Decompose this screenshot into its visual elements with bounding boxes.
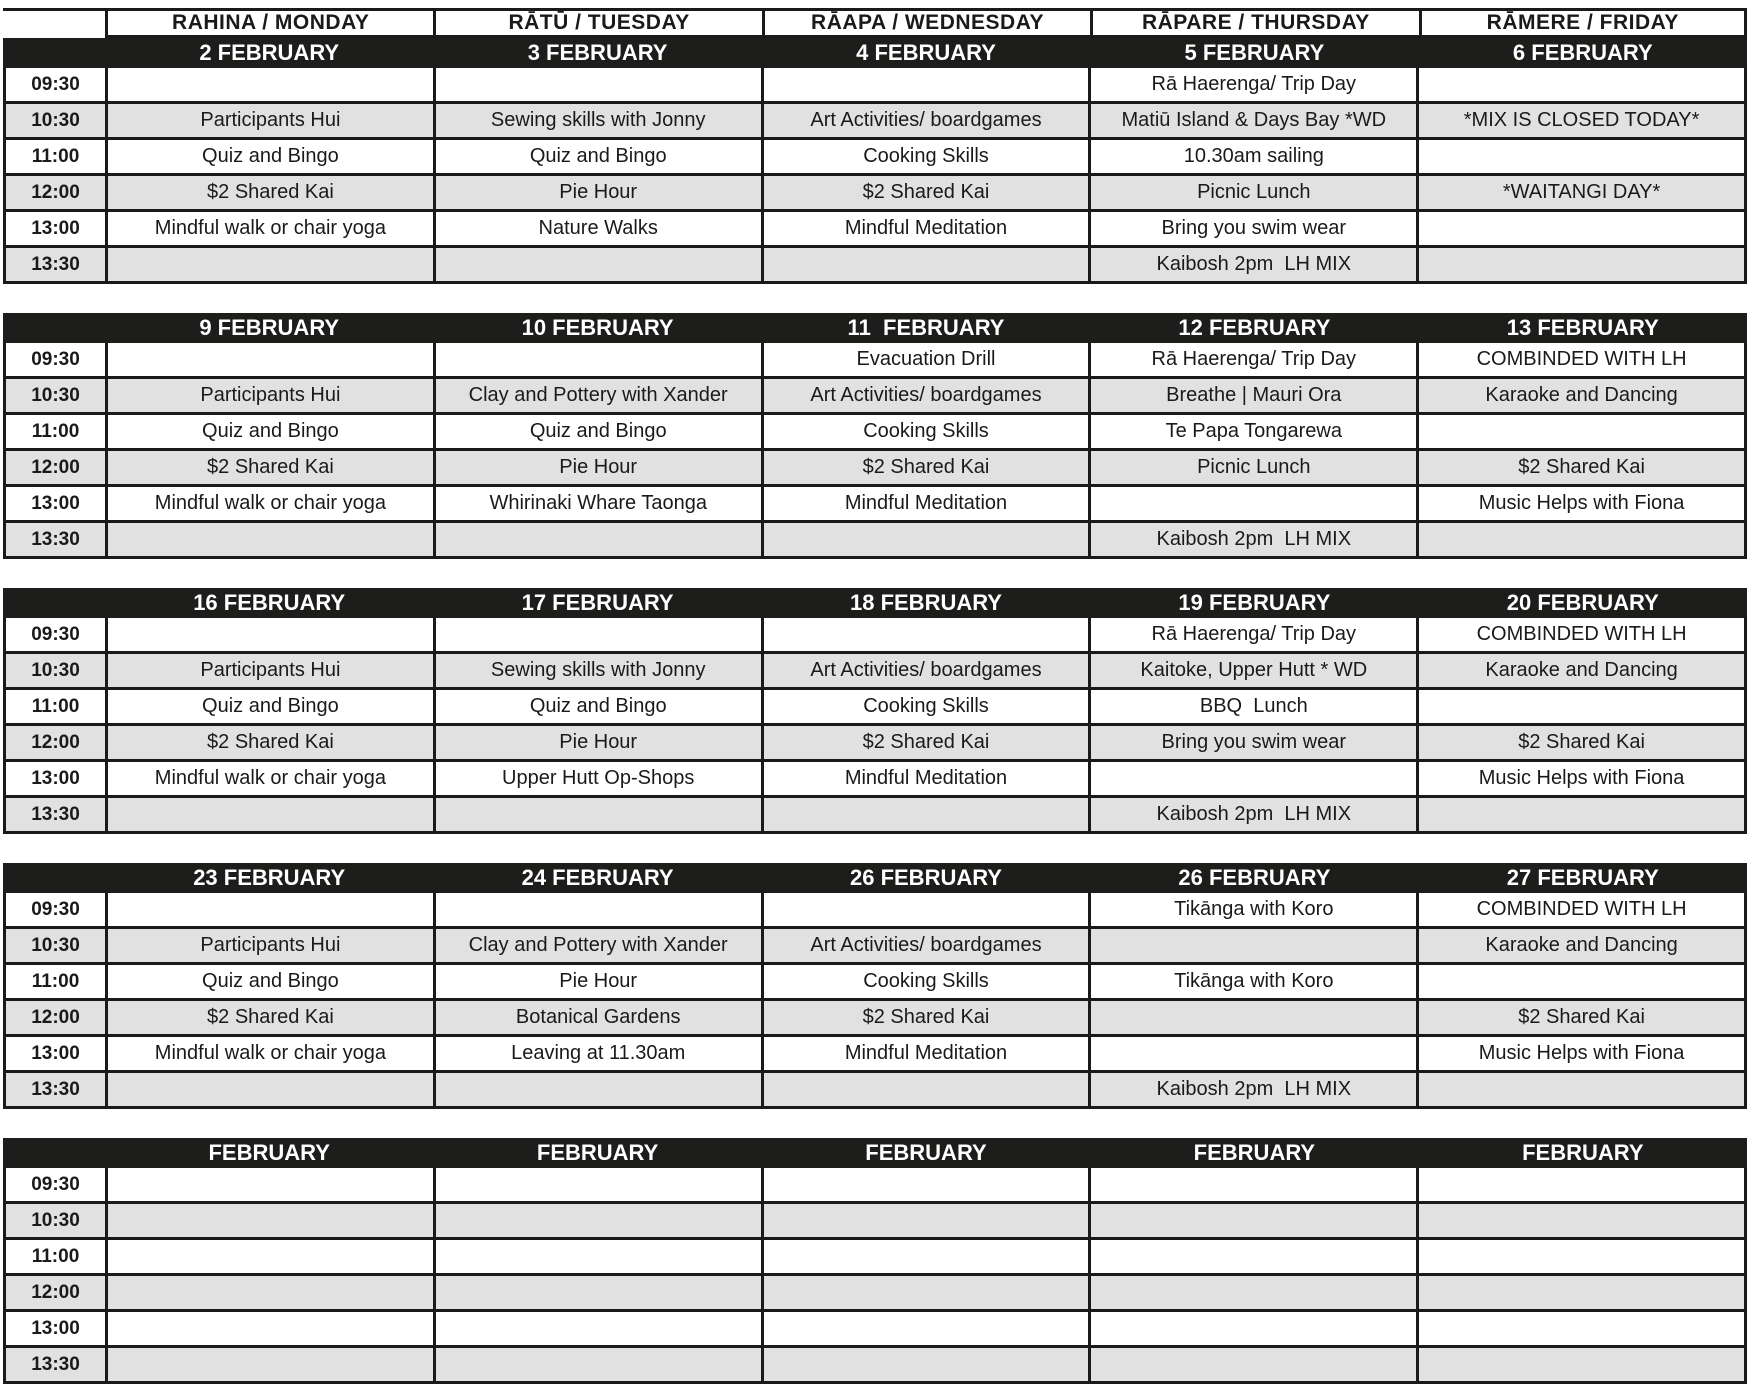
day-header-friday: RĀMERE / FRIDAY bbox=[1419, 8, 1747, 38]
activity-cell-friday bbox=[1419, 248, 1747, 281]
date-cell-wednesday: 11 FEBRUARY bbox=[847, 315, 1005, 340]
activity-cell-monday bbox=[108, 893, 436, 926]
time-row bbox=[3, 618, 1747, 654]
date-cell-thursday: 5 FEBRUARY bbox=[1184, 40, 1325, 65]
activity-cell-tuesday: Pie Hour bbox=[436, 451, 764, 484]
activity-cell-thursday: Tikānga with Koro bbox=[1091, 965, 1419, 998]
date-cell-wednesday: 4 FEBRUARY bbox=[856, 40, 996, 65]
activity-cell-monday bbox=[108, 343, 436, 376]
time-label: 09:30 bbox=[6, 618, 108, 651]
date-cell-tuesday: 10 FEBRUARY bbox=[521, 315, 674, 340]
time-row bbox=[3, 248, 1747, 284]
date-band-row bbox=[3, 1138, 1747, 1168]
time-row bbox=[3, 1240, 1747, 1276]
activity-cell-wednesday: $2 Shared Kai bbox=[764, 176, 1092, 209]
activity-cell-thursday: Kaibosh 2pm LH MIX bbox=[1091, 523, 1419, 556]
activity-cell-tuesday: Whirinaki Whare Taonga bbox=[436, 487, 764, 520]
activity-cell-monday: Quiz and Bingo bbox=[108, 140, 436, 173]
activity-cell-monday bbox=[108, 523, 436, 556]
date-cell-thursday: 12 FEBRUARY bbox=[1178, 315, 1331, 340]
activity-cell-tuesday bbox=[436, 523, 764, 556]
activity-cell-thursday bbox=[1091, 762, 1419, 795]
activity-cell-thursday bbox=[1091, 1240, 1419, 1273]
week-blocks bbox=[3, 38, 1747, 1384]
time-row bbox=[3, 1037, 1747, 1073]
activity-cell-thursday: Rā Haerenga/ Trip Day bbox=[1091, 68, 1419, 101]
time-row bbox=[3, 726, 1747, 762]
day-header-tuesday: RĀTŪ / TUESDAY bbox=[433, 8, 761, 38]
activity-cell-friday: $2 Shared Kai bbox=[1419, 451, 1747, 484]
activity-cell-thursday bbox=[1091, 1312, 1419, 1345]
time-row bbox=[3, 762, 1747, 798]
week-block-3 bbox=[3, 588, 1747, 834]
corner-cell bbox=[3, 8, 105, 38]
time-label: 12:00 bbox=[6, 176, 108, 209]
activity-cell-friday: Music Helps with Fiona bbox=[1419, 1037, 1747, 1070]
date-cell-thursday: 19 FEBRUARY bbox=[1178, 590, 1331, 615]
activity-cell-friday: $2 Shared Kai bbox=[1419, 1001, 1747, 1034]
time-label: 13:30 bbox=[6, 1348, 108, 1381]
day-header-thursday: RĀPARE / THURSDAY bbox=[1090, 8, 1418, 38]
activity-cell-thursday: Bring you swim wear bbox=[1091, 212, 1419, 245]
activity-cell-thursday: BBQ Lunch bbox=[1091, 690, 1419, 723]
activity-cell-thursday: Rā Haerenga/ Trip Day bbox=[1091, 343, 1419, 376]
activity-cell-friday: Music Helps with Fiona bbox=[1419, 762, 1747, 795]
activity-cell-wednesday bbox=[764, 248, 1092, 281]
activity-cell-wednesday bbox=[764, 1348, 1092, 1381]
activity-cell-monday: Participants Hui bbox=[108, 929, 436, 962]
activity-cell-monday bbox=[108, 1204, 436, 1237]
activity-cell-wednesday: Art Activities/ boardgames bbox=[764, 104, 1092, 137]
date-band-row bbox=[3, 313, 1747, 343]
time-row bbox=[3, 965, 1747, 1001]
activity-cell-monday bbox=[108, 1168, 436, 1201]
date-cell-thursday: FEBRUARY bbox=[1193, 1140, 1316, 1165]
activity-cell-wednesday: $2 Shared Kai bbox=[764, 726, 1092, 759]
time-row bbox=[3, 343, 1747, 379]
activity-cell-tuesday bbox=[436, 893, 764, 926]
time-label: 13:00 bbox=[6, 762, 108, 795]
activity-cell-tuesday: Clay and Pottery with Xander bbox=[436, 379, 764, 412]
activity-cell-friday: $2 Shared Kai bbox=[1419, 726, 1747, 759]
time-label: 12:00 bbox=[6, 1001, 108, 1034]
activity-cell-thursday: Kaitoke, Upper Hutt * WD bbox=[1091, 654, 1419, 687]
activity-cell-friday: *MIX IS CLOSED TODAY* bbox=[1419, 104, 1747, 137]
date-cell-wednesday: 26 FEBRUARY bbox=[849, 865, 1002, 890]
activity-cell-wednesday: Cooking Skills bbox=[764, 140, 1092, 173]
activity-cell-tuesday bbox=[436, 68, 764, 101]
activity-cell-wednesday bbox=[764, 798, 1092, 831]
activity-cell-tuesday bbox=[436, 618, 764, 651]
activity-cell-monday: Participants Hui bbox=[108, 104, 436, 137]
activity-cell-friday bbox=[1419, 1168, 1747, 1201]
activity-cell-thursday: Kaibosh 2pm LH MIX bbox=[1091, 1073, 1419, 1106]
time-label: 10:30 bbox=[6, 379, 108, 412]
time-row bbox=[3, 690, 1747, 726]
activity-cell-monday: Mindful walk or chair yoga bbox=[108, 762, 436, 795]
time-row bbox=[3, 1168, 1747, 1204]
activity-cell-tuesday: Pie Hour bbox=[436, 176, 764, 209]
activity-cell-wednesday: Mindful Meditation bbox=[764, 487, 1092, 520]
time-label: 12:00 bbox=[6, 451, 108, 484]
time-row bbox=[3, 1312, 1747, 1348]
activity-cell-tuesday: Quiz and Bingo bbox=[436, 140, 764, 173]
activity-cell-thursday bbox=[1091, 1168, 1419, 1201]
time-label: 10:30 bbox=[6, 654, 108, 687]
activity-cell-tuesday: Clay and Pottery with Xander bbox=[436, 929, 764, 962]
activity-cell-monday: Quiz and Bingo bbox=[108, 965, 436, 998]
date-cell-friday: 20 FEBRUARY bbox=[1506, 590, 1659, 615]
date-cell-friday: 6 FEBRUARY bbox=[1512, 40, 1653, 65]
activity-cell-thursday bbox=[1091, 1276, 1419, 1309]
activity-cell-friday bbox=[1419, 690, 1747, 723]
activity-cell-friday bbox=[1419, 798, 1747, 831]
time-row bbox=[3, 523, 1747, 559]
activity-cell-monday: Participants Hui bbox=[108, 654, 436, 687]
time-label: 13:00 bbox=[6, 1037, 108, 1070]
activity-cell-friday: Karaoke and Dancing bbox=[1419, 379, 1747, 412]
activity-cell-thursday bbox=[1091, 487, 1419, 520]
time-row bbox=[3, 798, 1747, 834]
time-label: 13:00 bbox=[6, 212, 108, 245]
time-label: 13:30 bbox=[6, 523, 108, 556]
time-row bbox=[3, 176, 1747, 212]
activity-cell-friday: COMBINDED WITH LH bbox=[1419, 618, 1747, 651]
time-label: 11:00 bbox=[6, 415, 108, 448]
activity-cell-thursday: Te Papa Tongarewa bbox=[1091, 415, 1419, 448]
time-row bbox=[3, 1204, 1747, 1240]
activity-cell-wednesday: Cooking Skills bbox=[764, 690, 1092, 723]
activity-cell-thursday: Picnic Lunch bbox=[1091, 176, 1419, 209]
activity-cell-friday: COMBINDED WITH LH bbox=[1419, 893, 1747, 926]
activity-cell-wednesday bbox=[764, 1312, 1092, 1345]
time-label: 13:30 bbox=[6, 798, 108, 831]
time-label: 09:30 bbox=[6, 343, 108, 376]
time-label: 09:30 bbox=[6, 893, 108, 926]
activity-cell-tuesday: Sewing skills with Jonny bbox=[436, 654, 764, 687]
time-row bbox=[3, 379, 1747, 415]
time-row bbox=[3, 893, 1747, 929]
activity-cell-thursday: Breathe | Mauri Ora bbox=[1091, 379, 1419, 412]
time-row bbox=[3, 487, 1747, 523]
activity-cell-monday: $2 Shared Kai bbox=[108, 726, 436, 759]
activity-cell-tuesday: Quiz and Bingo bbox=[436, 690, 764, 723]
activity-cell-friday bbox=[1419, 68, 1747, 101]
date-cell-friday: FEBRUARY bbox=[1522, 1140, 1644, 1165]
time-label: 10:30 bbox=[6, 929, 108, 962]
time-label: 13:00 bbox=[6, 487, 108, 520]
activity-cell-wednesday: $2 Shared Kai bbox=[764, 1001, 1092, 1034]
activity-cell-tuesday bbox=[436, 1276, 764, 1309]
activity-cell-friday bbox=[1419, 140, 1747, 173]
activity-cell-friday bbox=[1419, 1276, 1747, 1309]
activity-cell-friday: *WAITANGI DAY* bbox=[1419, 176, 1747, 209]
activity-cell-wednesday: Evacuation Drill bbox=[764, 343, 1092, 376]
date-cell-monday: 9 FEBRUARY bbox=[199, 315, 340, 340]
activity-cell-tuesday bbox=[436, 798, 764, 831]
day-header-wednesday: RĀAPA / WEDNESDAY bbox=[762, 8, 1090, 38]
time-row bbox=[3, 1001, 1747, 1037]
activity-cell-monday: Mindful walk or chair yoga bbox=[108, 212, 436, 245]
activity-cell-tuesday: Pie Hour bbox=[436, 726, 764, 759]
time-row bbox=[3, 451, 1747, 487]
date-cell-monday: 16 FEBRUARY bbox=[193, 590, 346, 615]
activity-cell-tuesday bbox=[436, 1204, 764, 1237]
activity-cell-monday bbox=[108, 798, 436, 831]
activity-cell-tuesday bbox=[436, 343, 764, 376]
time-row bbox=[3, 929, 1747, 965]
activity-cell-monday bbox=[108, 1073, 436, 1106]
activity-cell-wednesday: Mindful Meditation bbox=[764, 1037, 1092, 1070]
activity-cell-monday bbox=[108, 1240, 436, 1273]
activity-cell-wednesday bbox=[764, 1204, 1092, 1237]
date-band-spacer bbox=[3, 313, 105, 343]
activity-cell-thursday bbox=[1091, 1001, 1419, 1034]
time-label: 11:00 bbox=[6, 690, 108, 723]
date-cell-wednesday: 18 FEBRUARY bbox=[849, 590, 1002, 615]
activity-cell-friday bbox=[1419, 523, 1747, 556]
activity-cell-friday: Karaoke and Dancing bbox=[1419, 654, 1747, 687]
activity-cell-monday bbox=[108, 618, 436, 651]
activity-cell-tuesday: Sewing skills with Jonny bbox=[436, 104, 764, 137]
activity-cell-thursday: Kaibosh 2pm LH MIX bbox=[1091, 798, 1419, 831]
activity-cell-thursday: Kaibosh 2pm LH MIX bbox=[1091, 248, 1419, 281]
activity-cell-monday bbox=[108, 1348, 436, 1381]
activity-cell-wednesday: $2 Shared Kai bbox=[764, 451, 1092, 484]
activity-cell-friday bbox=[1419, 1312, 1747, 1345]
time-label: 11:00 bbox=[6, 140, 108, 173]
activity-cell-thursday bbox=[1091, 1348, 1419, 1381]
date-band-spacer bbox=[3, 863, 105, 893]
activity-cell-wednesday bbox=[764, 1276, 1092, 1309]
activity-cell-thursday bbox=[1091, 1204, 1419, 1237]
activity-cell-friday bbox=[1419, 1073, 1747, 1106]
activity-cell-wednesday: Mindful Meditation bbox=[764, 212, 1092, 245]
time-label: 13:00 bbox=[6, 1312, 108, 1345]
activity-cell-monday: Mindful walk or chair yoga bbox=[108, 1037, 436, 1070]
time-row bbox=[3, 415, 1747, 451]
time-row bbox=[3, 140, 1747, 176]
date-band-row bbox=[3, 588, 1747, 618]
activity-cell-friday bbox=[1419, 1204, 1747, 1237]
time-label: 11:00 bbox=[6, 965, 108, 998]
date-cell-thursday: 26 FEBRUARY bbox=[1178, 865, 1331, 890]
activity-cell-monday bbox=[108, 248, 436, 281]
time-label: 13:30 bbox=[6, 1073, 108, 1106]
activity-cell-tuesday: Pie Hour bbox=[436, 965, 764, 998]
date-cell-tuesday: FEBRUARY bbox=[536, 1140, 659, 1165]
activity-cell-tuesday: Botanical Gardens bbox=[436, 1001, 764, 1034]
week-block-2 bbox=[3, 313, 1747, 559]
date-cell-friday: 13 FEBRUARY bbox=[1506, 315, 1659, 340]
activity-cell-thursday: Bring you swim wear bbox=[1091, 726, 1419, 759]
activity-cell-thursday: 10.30am sailing bbox=[1091, 140, 1419, 173]
activity-cell-tuesday bbox=[436, 1348, 764, 1381]
time-label: 09:30 bbox=[6, 1168, 108, 1201]
time-row bbox=[3, 104, 1747, 140]
date-cell-monday: FEBRUARY bbox=[208, 1140, 330, 1165]
date-band-spacer bbox=[3, 1138, 105, 1168]
activity-cell-wednesday: Art Activities/ boardgames bbox=[764, 929, 1092, 962]
activity-cell-tuesday bbox=[436, 1168, 764, 1201]
activity-cell-tuesday: Nature Walks bbox=[436, 212, 764, 245]
activity-cell-wednesday: Cooking Skills bbox=[764, 415, 1092, 448]
day-header-row bbox=[3, 8, 1747, 38]
activity-cell-wednesday bbox=[764, 1073, 1092, 1106]
time-label: 11:00 bbox=[6, 1240, 108, 1273]
date-band-spacer bbox=[3, 38, 105, 68]
activity-cell-wednesday: Art Activities/ boardgames bbox=[764, 379, 1092, 412]
activity-cell-monday: Participants Hui bbox=[108, 379, 436, 412]
activity-cell-monday: Quiz and Bingo bbox=[108, 690, 436, 723]
activity-cell-thursday: Matiū Island & Days Bay *WD bbox=[1091, 104, 1419, 137]
week-block-5 bbox=[3, 1138, 1747, 1384]
time-row bbox=[3, 654, 1747, 690]
activity-cell-friday bbox=[1419, 965, 1747, 998]
activity-cell-wednesday bbox=[764, 523, 1092, 556]
date-band-spacer bbox=[3, 588, 105, 618]
time-label: 12:00 bbox=[6, 726, 108, 759]
time-label: 12:00 bbox=[6, 1276, 108, 1309]
date-cell-monday: 23 FEBRUARY bbox=[193, 865, 346, 890]
february-schedule-table bbox=[3, 8, 1747, 1384]
activity-cell-monday bbox=[108, 1276, 436, 1309]
day-header-monday: RAHINA / MONDAY bbox=[105, 8, 433, 38]
activity-cell-tuesday bbox=[436, 1312, 764, 1345]
date-cell-friday: 27 FEBRUARY bbox=[1506, 865, 1659, 890]
activity-cell-thursday bbox=[1091, 1037, 1419, 1070]
activity-cell-wednesday bbox=[764, 893, 1092, 926]
activity-cell-tuesday bbox=[436, 1240, 764, 1273]
activity-cell-wednesday bbox=[764, 1240, 1092, 1273]
week-block-4 bbox=[3, 863, 1747, 1109]
activity-cell-wednesday bbox=[764, 68, 1092, 101]
activity-cell-wednesday: Art Activities/ boardgames bbox=[764, 654, 1092, 687]
time-label: 13:30 bbox=[6, 248, 108, 281]
activity-cell-wednesday: Mindful Meditation bbox=[764, 762, 1092, 795]
activity-cell-tuesday: Quiz and Bingo bbox=[436, 415, 764, 448]
activity-cell-thursday: Rā Haerenga/ Trip Day bbox=[1091, 618, 1419, 651]
activity-cell-wednesday bbox=[764, 618, 1092, 651]
activity-cell-friday bbox=[1419, 1240, 1747, 1273]
activity-cell-monday: $2 Shared Kai bbox=[108, 176, 436, 209]
activity-cell-tuesday bbox=[436, 1073, 764, 1106]
activity-cell-monday: Mindful walk or chair yoga bbox=[108, 487, 436, 520]
date-band-row bbox=[3, 863, 1747, 893]
activity-cell-tuesday: Upper Hutt Op-Shops bbox=[436, 762, 764, 795]
date-cell-tuesday: 24 FEBRUARY bbox=[521, 865, 674, 890]
activity-cell-thursday: Tikānga with Koro bbox=[1091, 893, 1419, 926]
activity-cell-thursday: Picnic Lunch bbox=[1091, 451, 1419, 484]
activity-cell-monday bbox=[108, 1312, 436, 1345]
activity-cell-friday: COMBINDED WITH LH bbox=[1419, 343, 1747, 376]
activity-cell-friday bbox=[1419, 212, 1747, 245]
time-row bbox=[3, 212, 1747, 248]
date-band-row bbox=[3, 38, 1747, 68]
activity-cell-friday: Music Helps with Fiona bbox=[1419, 487, 1747, 520]
time-label: 10:30 bbox=[6, 1204, 108, 1237]
activity-cell-tuesday bbox=[436, 248, 764, 281]
date-cell-tuesday: 3 FEBRUARY bbox=[527, 40, 668, 65]
time-row bbox=[3, 1348, 1747, 1384]
time-label: 09:30 bbox=[6, 68, 108, 101]
time-row bbox=[3, 1276, 1747, 1312]
activity-cell-friday bbox=[1419, 1348, 1747, 1381]
activity-cell-wednesday: Cooking Skills bbox=[764, 965, 1092, 998]
activity-cell-friday bbox=[1419, 415, 1747, 448]
week-block-1 bbox=[3, 38, 1747, 284]
activity-cell-wednesday bbox=[764, 1168, 1092, 1201]
date-cell-monday: 2 FEBRUARY bbox=[199, 40, 340, 65]
activity-cell-monday bbox=[108, 68, 436, 101]
date-cell-wednesday: FEBRUARY bbox=[865, 1140, 987, 1165]
activity-cell-monday: $2 Shared Kai bbox=[108, 1001, 436, 1034]
time-label: 10:30 bbox=[6, 104, 108, 137]
time-row bbox=[3, 1073, 1747, 1109]
time-row bbox=[3, 68, 1747, 104]
activity-cell-tuesday: Leaving at 11.30am bbox=[436, 1037, 764, 1070]
date-cell-tuesday: 17 FEBRUARY bbox=[521, 590, 674, 615]
activity-cell-friday: Karaoke and Dancing bbox=[1419, 929, 1747, 962]
activity-cell-thursday bbox=[1091, 929, 1419, 962]
activity-cell-monday: $2 Shared Kai bbox=[108, 451, 436, 484]
activity-cell-monday: Quiz and Bingo bbox=[108, 415, 436, 448]
